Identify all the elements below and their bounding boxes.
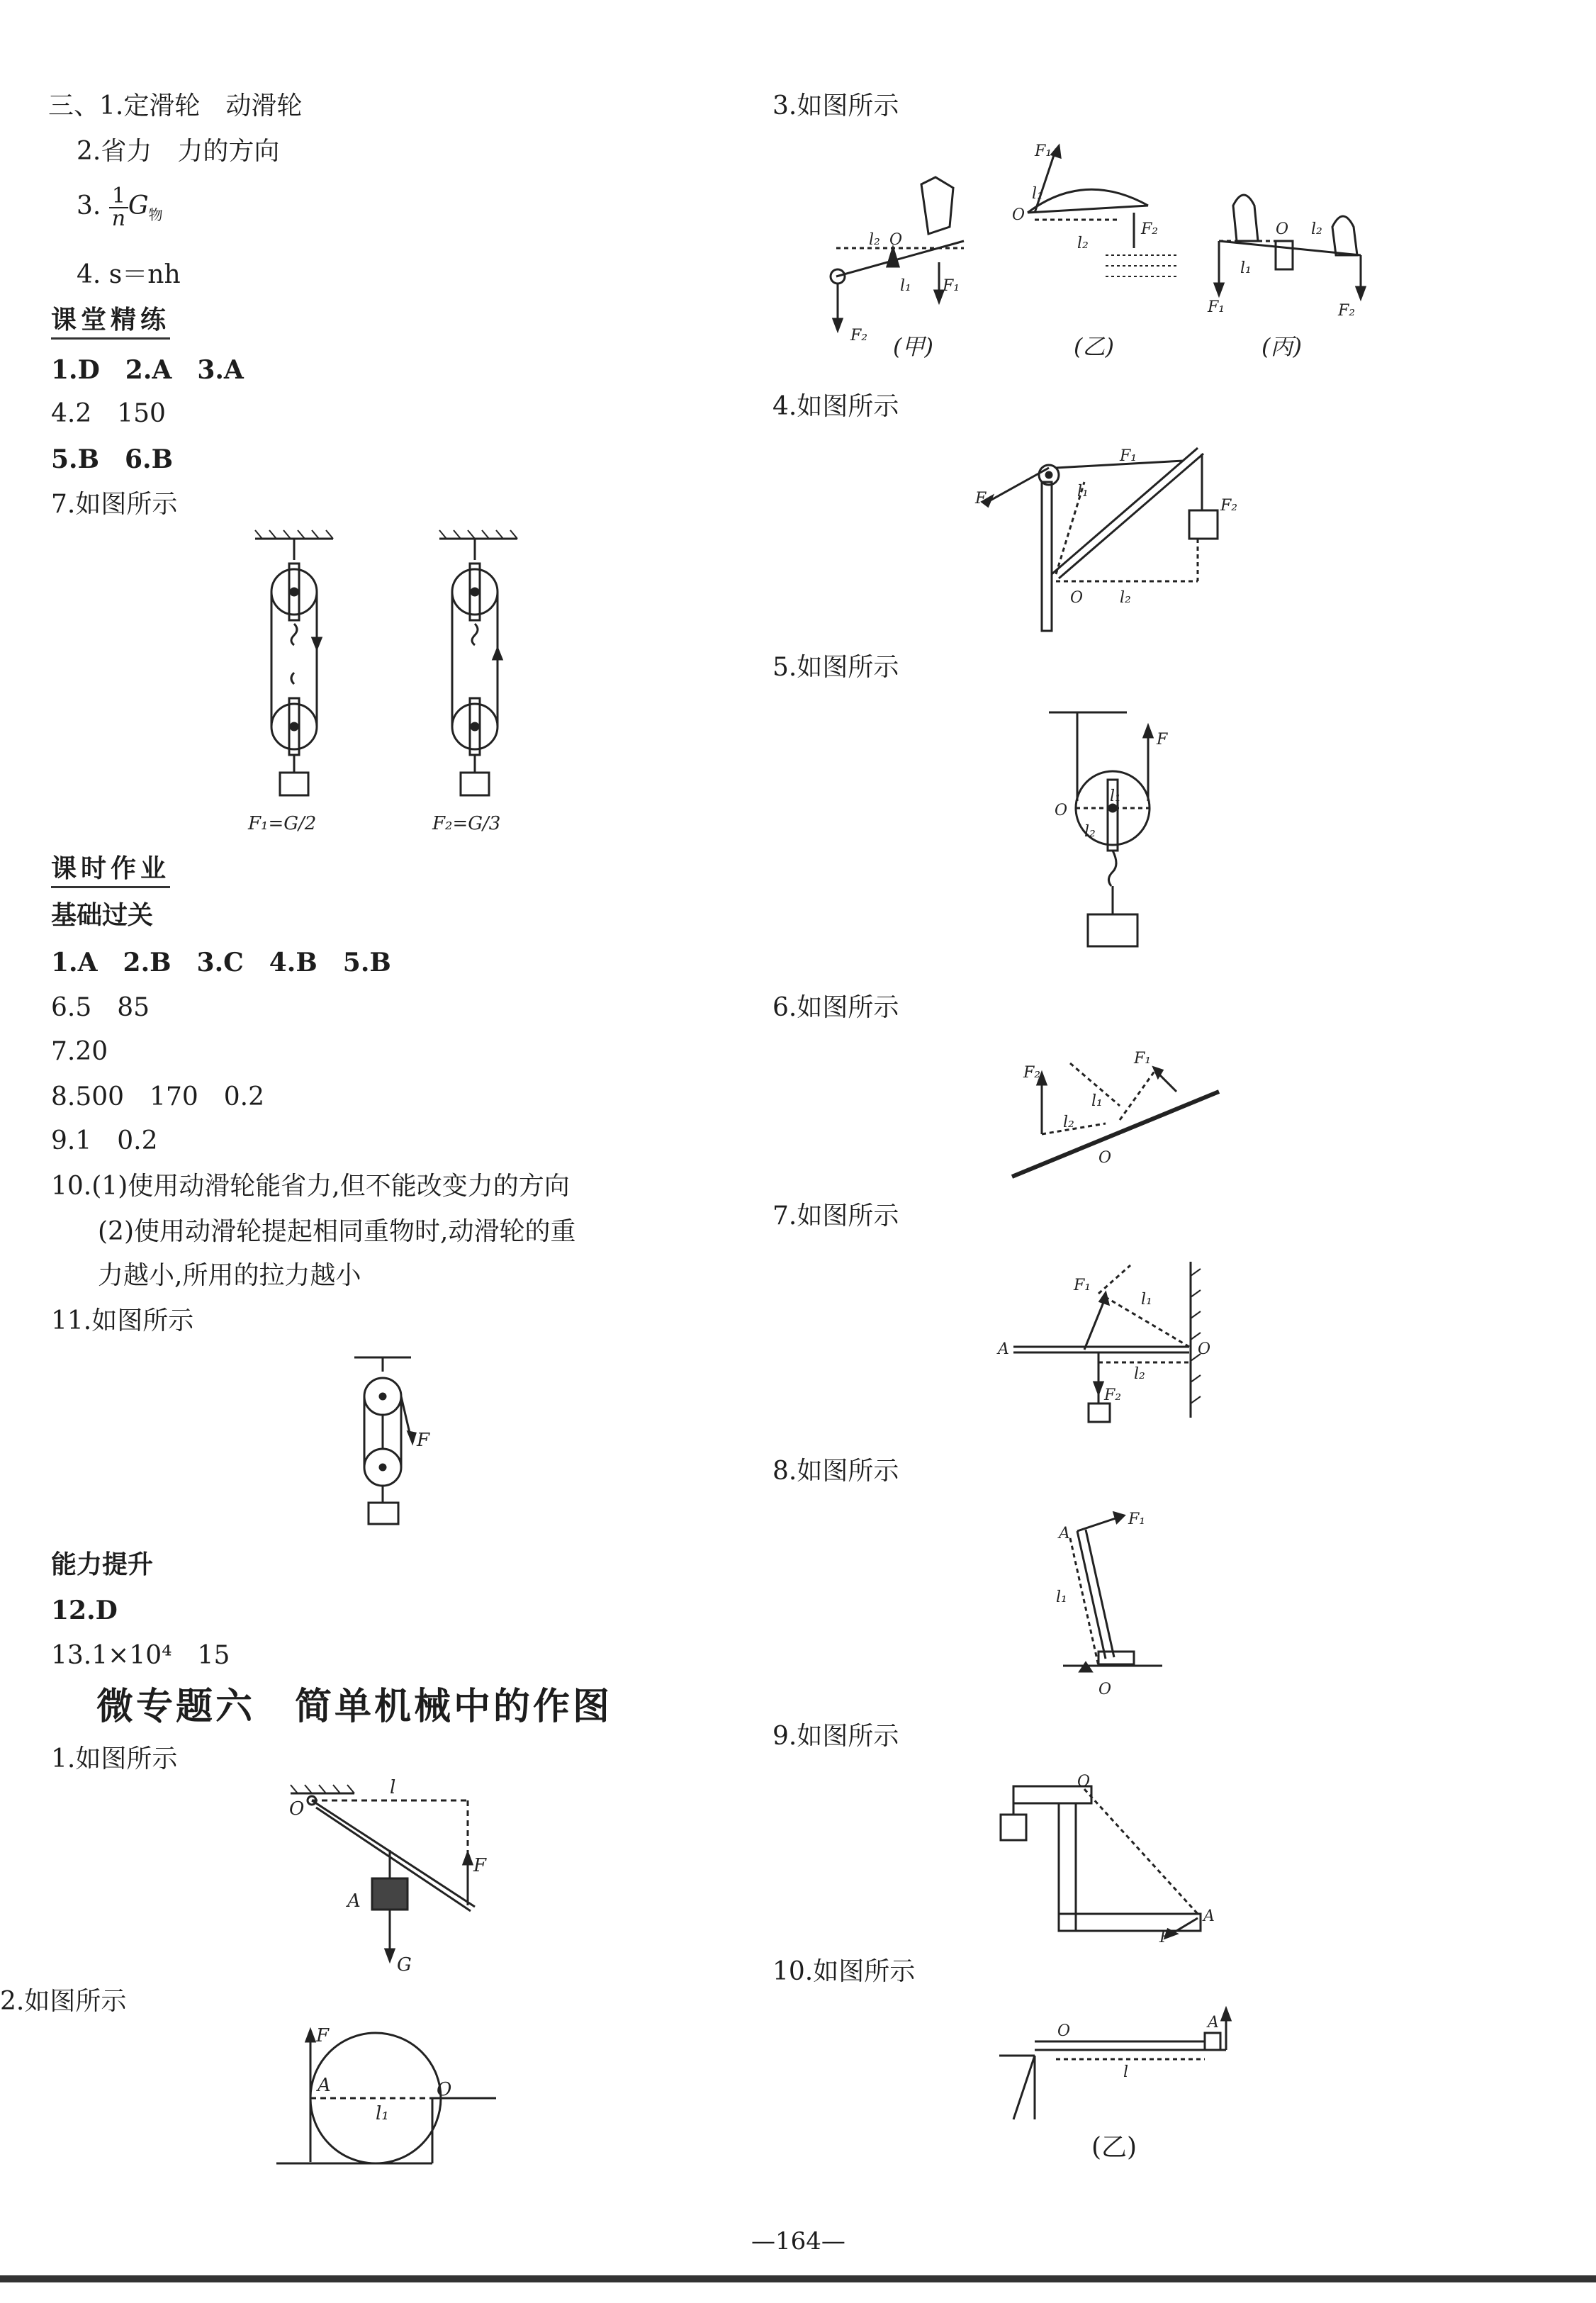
svg-text:O: O xyxy=(289,1798,305,1820)
svg-text:l₂: l₂ xyxy=(869,231,880,249)
section-title-ketang: 课堂精练 xyxy=(51,305,170,340)
answer-jc-9: 9.1 0.2 xyxy=(51,1126,158,1155)
svg-text:O: O xyxy=(1057,2022,1071,2040)
fraction-numerator: 1 xyxy=(109,186,128,208)
svg-text:F₁: F₁ xyxy=(1035,142,1052,160)
svg-text:O: O xyxy=(1098,1681,1112,1698)
svg-text:F₁: F₁ xyxy=(1208,298,1225,316)
caption-yi: (乙) xyxy=(1074,333,1114,360)
answer-s3-3 xyxy=(77,186,163,230)
pulley-jc11-diagram xyxy=(340,1347,454,1538)
svg-text:l₂: l₂ xyxy=(1077,235,1089,252)
svg-text:F₁: F₁ xyxy=(1128,1511,1146,1528)
answer-jc-1: 1.A 2.B 3.C 4.B 5.B xyxy=(51,948,391,977)
answer-r8: 8.如图所示 xyxy=(772,1457,899,1486)
lever-r4-diagram xyxy=(971,439,1240,638)
answer-r3: 3.如图所示 xyxy=(772,91,899,121)
svg-text:A: A xyxy=(347,1890,361,1912)
svg-text:O: O xyxy=(1012,206,1025,224)
svg-text:A: A xyxy=(998,1340,1009,1358)
svg-text:F: F xyxy=(1159,1929,1171,1946)
fraction xyxy=(109,186,128,230)
answer-r6: 6.如图所示 xyxy=(772,993,899,1022)
svg-text:l₁: l₁ xyxy=(1032,185,1043,203)
svg-text:F₂: F₂ xyxy=(850,327,868,344)
svg-text:F: F xyxy=(417,1430,430,1451)
svg-text:F₂: F₂ xyxy=(1220,497,1238,515)
answer-kt-4: 4.2 150 xyxy=(51,399,166,428)
svg-text:A: A xyxy=(317,2075,331,2096)
svg-text:F: F xyxy=(316,2025,330,2046)
svg-text:O: O xyxy=(1276,220,1289,238)
svg-text:l₁: l₁ xyxy=(376,2103,389,2124)
svg-text:l₂: l₂ xyxy=(1134,1365,1145,1383)
svg-text:F₂: F₂ xyxy=(1141,220,1159,238)
svg-text:O: O xyxy=(1098,1149,1112,1167)
answer-r7: 7.如图所示 xyxy=(772,1201,899,1231)
caption-jia: (甲) xyxy=(893,333,933,360)
lever-r6-diagram xyxy=(1006,1049,1233,1191)
lever-r8-diagram xyxy=(1049,1503,1233,1708)
svg-text:l₁: l₁ xyxy=(1077,483,1089,500)
svg-text:l₂: l₂ xyxy=(1063,1114,1074,1131)
svg-text:G: G xyxy=(397,1954,412,1976)
svg-text:l₁: l₁ xyxy=(1091,1092,1103,1110)
svg-text:F₂: F₂ xyxy=(1104,1386,1122,1404)
svg-text:l₁: l₁ xyxy=(1056,1588,1067,1606)
svg-text:l₂: l₂ xyxy=(1120,589,1131,607)
pulley-f1-label: F₁=G/2 xyxy=(248,813,317,834)
lever-r9-diagram xyxy=(985,1772,1233,1949)
g-symbol: G xyxy=(128,191,149,220)
fraction-denominator: n xyxy=(111,206,126,231)
lever-r7-diagram xyxy=(992,1255,1233,1446)
answer-jc-11: 11.如图所示 xyxy=(51,1306,194,1335)
section-title-jichu: 基础过关 xyxy=(51,901,154,930)
svg-text:F₂: F₂ xyxy=(1023,1064,1041,1082)
svg-text:l₁: l₁ xyxy=(1110,788,1121,805)
answer-r9: 9.如图所示 xyxy=(772,1722,899,1751)
answer-r4: 4.如图所示 xyxy=(772,392,899,421)
answer-ms-1: 1.如图所示 xyxy=(51,1744,178,1774)
answer-nl-13: 13.1×10⁴ 15 xyxy=(51,1641,230,1670)
svg-text:F₁: F₁ xyxy=(1120,447,1137,465)
svg-text:l₁: l₁ xyxy=(900,277,911,295)
answer-jc-7: 7.20 xyxy=(51,1037,108,1066)
svg-text:O: O xyxy=(1055,802,1068,819)
caption-bing: (丙) xyxy=(1261,333,1302,360)
wheel-ms2-diagram xyxy=(269,2020,510,2169)
svg-text:O: O xyxy=(1198,1340,1211,1358)
svg-text:A: A xyxy=(1203,1907,1215,1925)
answer-kt-7: 7.如图所示 xyxy=(51,490,178,519)
svg-text:O: O xyxy=(1077,1773,1091,1791)
section-title-keshi: 课时作业 xyxy=(51,853,170,888)
answer-jc-8: 8.500 170 0.2 xyxy=(51,1082,265,1111)
svg-text:l₁: l₁ xyxy=(1141,1291,1152,1309)
svg-text:F: F xyxy=(1157,731,1168,749)
answer-jc-10b: (2)使用动滑轮提起相同重物时,动滑轮的重 xyxy=(98,1217,576,1246)
svg-text:F₁: F₁ xyxy=(943,277,960,295)
lever-ms1-diagram xyxy=(283,1779,496,1978)
answer-jc-10a: 10.(1)使用动滑轮能省力,但不能改变力的方向 xyxy=(51,1172,570,1201)
svg-text:l: l xyxy=(390,1777,396,1798)
svg-text:O: O xyxy=(889,231,903,249)
answer-ms-2: 2.如图所示 xyxy=(0,1987,127,2016)
answer-jc-6: 6.5 85 xyxy=(51,993,150,1022)
answer-kt-1: 1.D 2.A 3.A xyxy=(51,355,244,385)
svg-text:l: l xyxy=(1123,2063,1129,2081)
answer-s3-2: 2.省力 力的方向 xyxy=(77,137,280,166)
svg-text:F₁: F₁ xyxy=(1074,1277,1091,1294)
svg-text:F₂: F₂ xyxy=(1338,302,1356,320)
micro-topic-title: 微专题六 简单机械中的作图 xyxy=(96,1686,613,1728)
svg-text:l₂: l₂ xyxy=(1084,823,1096,841)
lever-r10-diagram xyxy=(992,2006,1233,2127)
svg-text:l₂: l₂ xyxy=(1311,220,1322,238)
page-number: —164— xyxy=(751,2227,845,2256)
pulley-r5-diagram xyxy=(1042,702,1198,971)
svg-text:A: A xyxy=(1208,2014,1219,2032)
answer-r10: 10.如图所示 xyxy=(772,1957,916,1986)
caption-r10-yi: (乙) xyxy=(1091,2133,1137,2162)
svg-text:O: O xyxy=(1070,589,1084,607)
pulley-system-diagram xyxy=(241,525,539,851)
svg-text:A: A xyxy=(1059,1525,1070,1542)
pulley-f2-label: F₂=G/3 xyxy=(432,813,501,834)
answer-s3-1: 三、1.定滑轮 动滑轮 xyxy=(48,91,303,121)
answer-s3-3-prefix: 3. xyxy=(77,191,101,220)
svg-text:F: F xyxy=(975,490,987,508)
answer-r5: 5.如图所示 xyxy=(772,653,899,682)
footer-bar xyxy=(0,2275,1596,2282)
svg-text:l₁: l₁ xyxy=(1240,259,1252,277)
svg-text:F: F xyxy=(473,1855,487,1876)
answer-jc-10c: 力越小,所用的拉力越小 xyxy=(98,1261,361,1290)
svg-text:F₁: F₁ xyxy=(1134,1050,1152,1068)
lever-r3-diagrams xyxy=(822,135,1403,369)
section-title-nengli: 能力提升 xyxy=(51,1550,154,1579)
answer-s3-4: 4. s＝nh xyxy=(77,260,181,289)
g-subscript: 物 xyxy=(148,206,163,224)
answer-nl-12: 12.D xyxy=(51,1596,118,1625)
answer-kt-5: 5.B 6.B xyxy=(51,444,174,474)
svg-text:O: O xyxy=(437,2079,452,2100)
